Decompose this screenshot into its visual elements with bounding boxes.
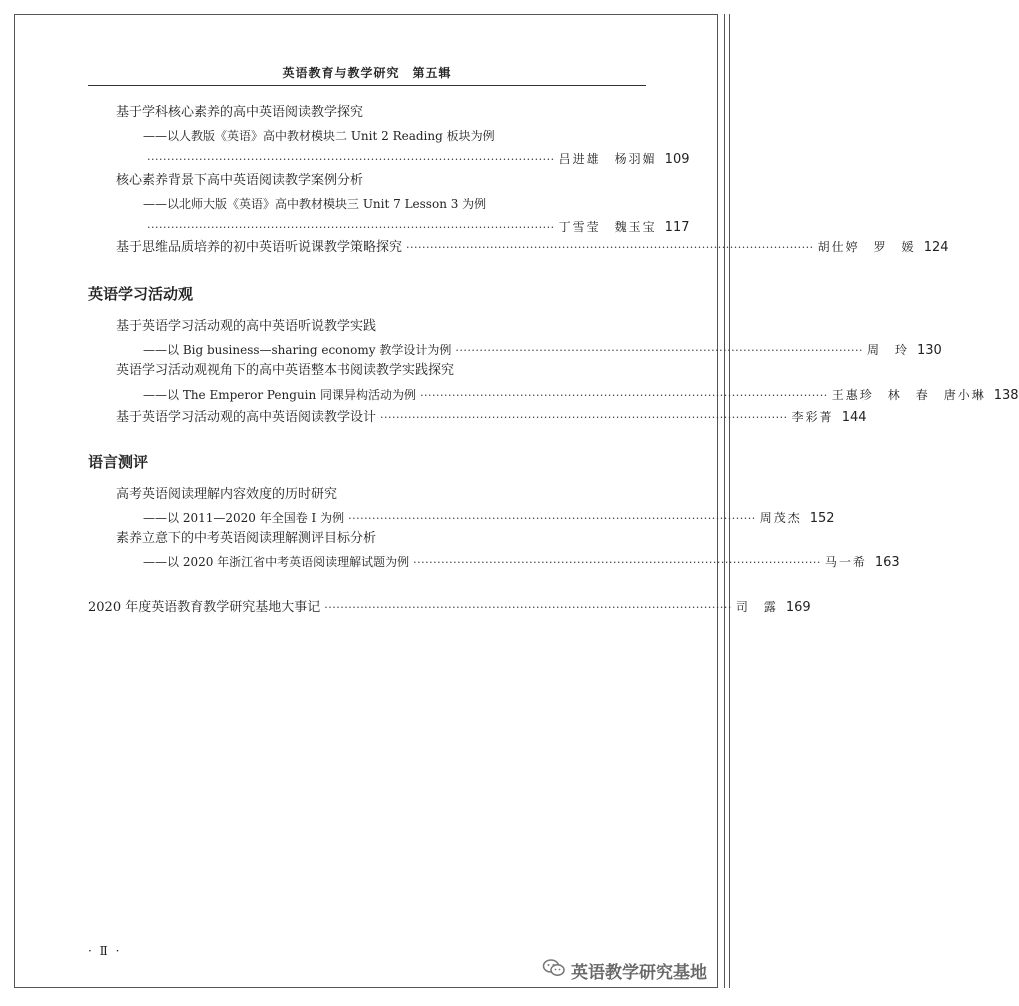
toc-entry-leader-line [143, 218, 690, 237]
dot-leader: ······································································································ [455, 344, 863, 357]
toc-entry-page: 109 [664, 152, 690, 167]
toc-entry-title: 高考英语阅读理解内容效度的历时研究 [116, 487, 338, 502]
toc-entry [88, 598, 811, 617]
toc-entry-title: 基于思维品质培养的初中英语听说课教学策略探究 [116, 240, 403, 255]
toc-entry-page: 152 [809, 511, 835, 526]
toc-entry-title: 基于英语学习活动观的高中英语听说教学实践 [116, 319, 377, 334]
toc-entry-page: 169 [785, 600, 811, 615]
toc-entry-page: 130 [917, 343, 942, 358]
dot-leader: ······································································································ [147, 153, 555, 166]
wechat-icon [543, 959, 571, 982]
toc-entry [116, 238, 949, 257]
page-folio: · Ⅱ · [88, 944, 122, 958]
toc-entry-authors: 李彩菁 [791, 410, 834, 424]
page-edge-line [724, 14, 725, 988]
toc-entry-subtitle: ——以 Big business—sharing economy 教学设计为例 [143, 343, 452, 357]
toc-entry-subtitle: ——以人教版《英语》高中教材模块二 Unit 2 Reading 板块为例 [143, 129, 495, 143]
toc-entry-title: 基于学科核心素养的高中英语阅读教学探究 [116, 105, 364, 120]
toc-entry [143, 341, 942, 360]
toc-entry [143, 509, 835, 528]
toc-entry [116, 408, 867, 427]
toc-entry-authors: 丁雪莹 魏玉宝 [558, 220, 657, 234]
toc-entry [143, 553, 900, 572]
watermark-text: 英语教学研究基地 [571, 963, 707, 983]
running-head: 英语教育与教学研究 第五辑 [282, 66, 452, 80]
watermark [543, 958, 707, 983]
toc-entry-page: 138 [993, 388, 1019, 403]
page-edge-line [729, 14, 730, 988]
section-heading: 语言测评 [88, 453, 149, 471]
toc-entry-authors: 司 露 [735, 600, 778, 614]
toc-entry-authors: 周茂杰 [759, 511, 802, 525]
dot-leader: ······································································································ [147, 221, 555, 234]
toc-entry-title: 2020 年度英语教育教学研究基地大事记 [88, 600, 321, 615]
toc-entry-subtitle: ——以 2020 年浙江省中考英语阅读理解试题为例 [143, 555, 410, 569]
dot-leader: ······································································································ [413, 556, 821, 569]
toc-entry-title: 素养立意下的中考英语阅读理解测评目标分析 [116, 531, 377, 546]
toc-entry-subtitle: ——以北师大版《英语》高中教材模块三 Unit 7 Lesson 3 为例 [143, 197, 487, 211]
toc-entry-page: 124 [923, 240, 949, 255]
dot-leader: ······································································································ [348, 512, 756, 525]
toc-entry-title: 核心素养背景下高中英语阅读教学案例分析 [116, 173, 364, 188]
toc-entry-subtitle: ——以 The Emperor Penguin 同课异构活动为例 [143, 388, 417, 402]
toc-entry-leader-line [143, 150, 690, 169]
toc-entry-title: 英语学习活动观视角下的高中英语整本书阅读教学实践探究 [116, 363, 455, 378]
toc-entry [143, 386, 1019, 405]
toc-entry-page: 144 [841, 410, 867, 425]
dot-leader: ······································································································ [380, 411, 788, 424]
section-heading: 英语学习活动观 [88, 285, 194, 303]
toc-entry-page: 163 [874, 555, 900, 570]
dot-leader: ······································································································ [324, 601, 732, 614]
toc-entry-page: 117 [664, 220, 690, 235]
toc-entry-subtitle: ——以 2011—2020 年全国卷 Ⅰ 为例 [143, 511, 345, 525]
toc-entry-authors: 胡仕婷 罗 媛 [817, 240, 916, 254]
toc-entry-authors: 马一希 [824, 555, 867, 569]
dot-leader: ······································································································ [406, 241, 814, 254]
toc-entry-authors: 王惠珍 林 春 唐小琳 [831, 388, 986, 402]
dot-leader: ······································································································ [420, 389, 828, 402]
toc-entry-title: 基于英语学习活动观的高中英语阅读教学设计 [116, 410, 377, 425]
toc-entry-authors: 周 玲 [867, 343, 910, 357]
header-rule [88, 85, 646, 86]
toc-entry-authors: 吕进雄 杨羽媚 [558, 152, 657, 166]
